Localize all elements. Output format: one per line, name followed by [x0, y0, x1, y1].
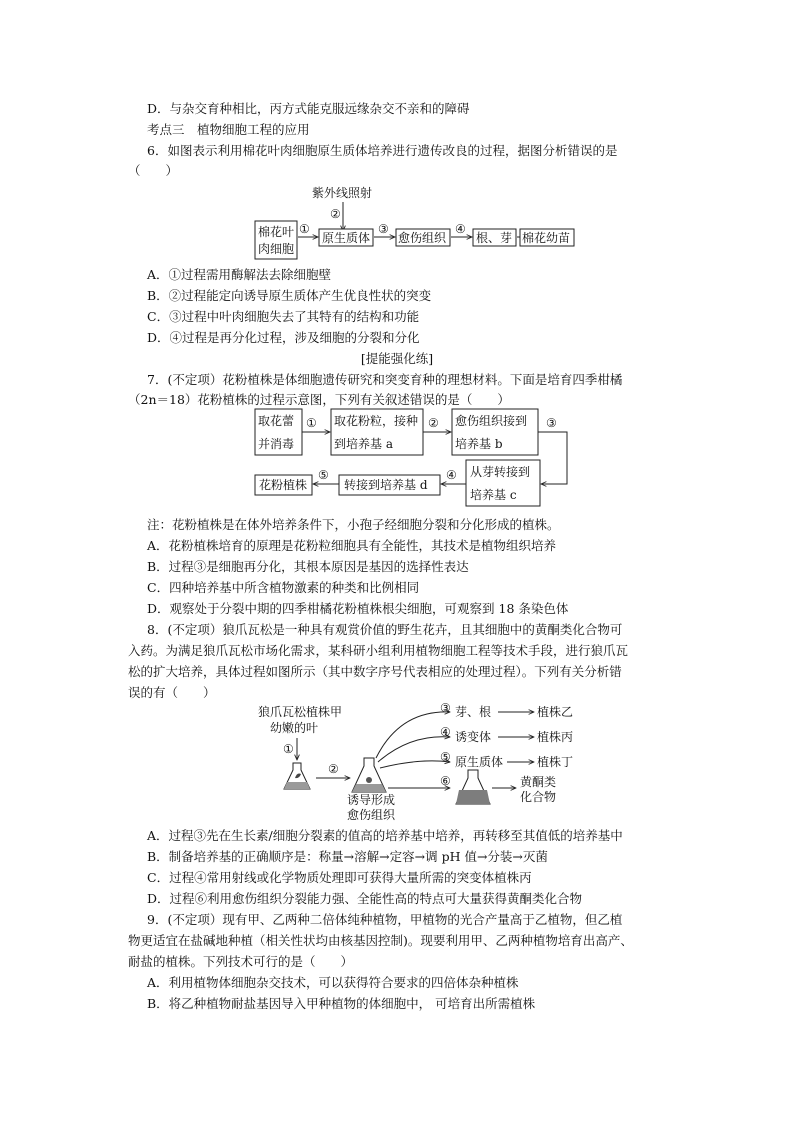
plant-yi: 植株乙 [537, 705, 574, 719]
q8-option-a: A．过程③先在生长素/细胞分裂素的值高的培养基中培养，再转移至其值低的培养基中 [147, 828, 623, 843]
q7-stem-line1: 7．(不定项）花粉植株是体细胞遗传研究和突变育种的理想材料。下面是培育四季柑橘 [147, 372, 623, 387]
flavonoids-line2: 化合物 [520, 790, 557, 804]
q7-step5-label: ⑤ [318, 468, 329, 482]
q8-step5-label: ⑤ [440, 750, 451, 764]
q6-stem-line2: （ ） [128, 163, 179, 178]
section-title: 考点三 植物细胞工程的应用 [147, 122, 310, 137]
q6-step2-label: ② [330, 207, 341, 221]
q9-option-b: B．将乙种植物耐盐基因导入甲种植物的体细胞中， 可培育出所需植株 [147, 996, 536, 1011]
q6-option-c: C．③过程中叶肉细胞失去了其特有的结构和功能 [147, 309, 420, 324]
product-buds-roots: 芽、根 [455, 705, 492, 719]
flask-callus-icon [352, 758, 386, 792]
q8-stem-line2: 入药。为满足狼爪瓦松市场化需求，某科研小组利用植物细胞工程等技术手段，进行狼爪瓦 [128, 643, 629, 658]
q7-step3-label: ③ [546, 416, 557, 430]
box-take-buds-line1: 取花蕾 [258, 414, 295, 428]
product-protoplast: 原生质体 [455, 755, 504, 769]
box-callus-label: 愈伤组织 [398, 231, 447, 245]
q6-diagram [0, 180, 794, 260]
box-bud-c-line1: 从芽转接到 [470, 465, 531, 479]
q9-stem-line1: 9．(不定项）现有甲、乙两种二倍体纯种植物，甲植物的光合产量高于乙植物，但乙植 [147, 912, 623, 927]
box-bud-c-line2: 培养基 c [470, 488, 517, 502]
practice-title: [提能强化练] [360, 351, 434, 366]
q7-option-d: D．观察处于分裂中期的四季柑橘花粉植株根尖细胞，可观察到 18 条染色体 [147, 601, 569, 616]
q7-step1-label: ① [306, 416, 317, 430]
box-leaf-cells-line1: 棉花叶 [258, 225, 295, 239]
q6-option-a: A．①过程需用酶解法去除细胞壁 [147, 267, 332, 282]
box-take-buds-line2: 并消毒 [258, 437, 295, 451]
source-plant-line1: 狼爪瓦松植株甲 [258, 705, 343, 719]
q8-step6-label: ⑥ [440, 774, 451, 788]
q7-option-a: A．花粉植株培育的原理是花粉粒细胞具有全能性，其技术是植物组织培养 [147, 538, 557, 553]
q8-option-c: C．过程④常用射线或化学物质处理即可获得大量所需的突变体植株丙 [147, 870, 532, 885]
q7-option-b: B．过程③是细胞再分化，其根本原因是基因的选择性表达 [147, 559, 469, 574]
box-root-bud-label: 根、芽 [476, 231, 513, 245]
q8-step3-label: ③ [440, 701, 451, 715]
box-callus-b-line2: 培养基 b [455, 437, 503, 451]
q7-stem-line2: （2n＝18）花粉植株的过程示意图，下列有关叙述错误的是（ ） [128, 392, 510, 407]
q8-stem-line4: 误的有（ ） [128, 685, 216, 700]
callus-line1: 诱导形成 [347, 793, 396, 807]
q9-stem-line2: 物更适宜在盐碱地种植（相关性状均由核基因控制)。现要利用甲、乙两种植物培育出高产、 [128, 933, 633, 948]
box-callus-b-line1: 愈伤组织接到 [455, 414, 528, 428]
prev-option-d: D．与杂交育种相比，丙方式能克服远缘杂交不亲和的障碍 [147, 101, 470, 116]
box-seedling-label: 棉花幼苗 [522, 231, 571, 245]
q7-step2-label: ② [428, 416, 439, 430]
q7-step4-label: ④ [446, 468, 457, 482]
box-transfer-d-label: 转接到培养基 d [344, 478, 428, 492]
q7-arrow-3 [538, 432, 567, 484]
q6-step3-label: ③ [378, 222, 389, 236]
q6-step1-label: ① [299, 222, 310, 236]
q6-stem-line1: 6．如图表示利用棉花叶肉细胞原生质体培养进行遗传改良的过程，据图分析错误的是 [147, 143, 618, 158]
product-mutant: 诱变体 [455, 730, 492, 744]
box-leaf-cells-line2: 肉细胞 [258, 242, 295, 256]
q9-option-a: A．利用植物体细胞杂交技术，可以获得符合要求的四倍体杂种植株 [147, 975, 519, 990]
source-plant-line2: 幼嫩的叶 [270, 721, 319, 735]
q6-option-d: D．④过程是再分化过程，涉及细胞的分裂和分化 [147, 330, 420, 345]
flask-flavonoid-icon [456, 770, 490, 804]
q7-option-c: C．四种培养基中所含植物激素的种类和比例相同 [147, 580, 420, 595]
q8-step1-label: ① [283, 742, 294, 756]
callus-line2: 愈伤组织 [347, 808, 396, 822]
box-inoculate-a-line2: 到培养基 a [334, 437, 393, 451]
branch-3-arrow [376, 712, 450, 758]
box-inoculate-a-line1: 取花粉粒，接种 [334, 414, 419, 428]
q8-stem-line1: 8．(不定项）狼爪瓦松是一种具有观赏价值的野生花卉，且其细胞中的黄酮类化合物可 [147, 622, 623, 637]
q8-diagram [0, 700, 794, 822]
q7-diagram [0, 408, 794, 510]
q8-option-b: B．制备培养基的正确顺序是：称量→溶解→定容→调 pH 值→分装→灭菌 [147, 849, 548, 864]
q9-stem-line3: 耐盐的植株。下列技术可行的是（ ） [128, 954, 354, 969]
q8-stem-line3: 松的扩大培养，具体过程如图所示（其中数字序号代表相应的处理过程）。下列有关分析错 [128, 664, 622, 679]
uv-label: 紫外线照射 [312, 186, 373, 200]
flavonoids-line1: 黄酮类 [520, 775, 557, 789]
plant-bing: 植株丙 [537, 730, 574, 744]
plant-ding: 植株丁 [537, 755, 574, 769]
flask-leaf-icon [284, 763, 310, 789]
q6-step4-label: ④ [455, 222, 466, 236]
box-protoplast-label: 原生质体 [322, 231, 371, 245]
q7-note: 注：花粉植株是在体外培养条件下，小孢子经细胞分裂和分化形成的植株。 [147, 517, 560, 532]
box-pollen-plant-label: 花粉植株 [259, 478, 308, 492]
q6-option-b: B．②过程能定向诱导原生质体产生优良性状的突变 [147, 288, 432, 303]
q8-step2-label: ② [328, 762, 339, 776]
q8-option-d: D．过程⑥利用愈伤组织分裂能力强、全能性高的特点可大量获得黄酮类化合物 [147, 891, 583, 906]
q8-step4-label: ④ [440, 725, 451, 739]
